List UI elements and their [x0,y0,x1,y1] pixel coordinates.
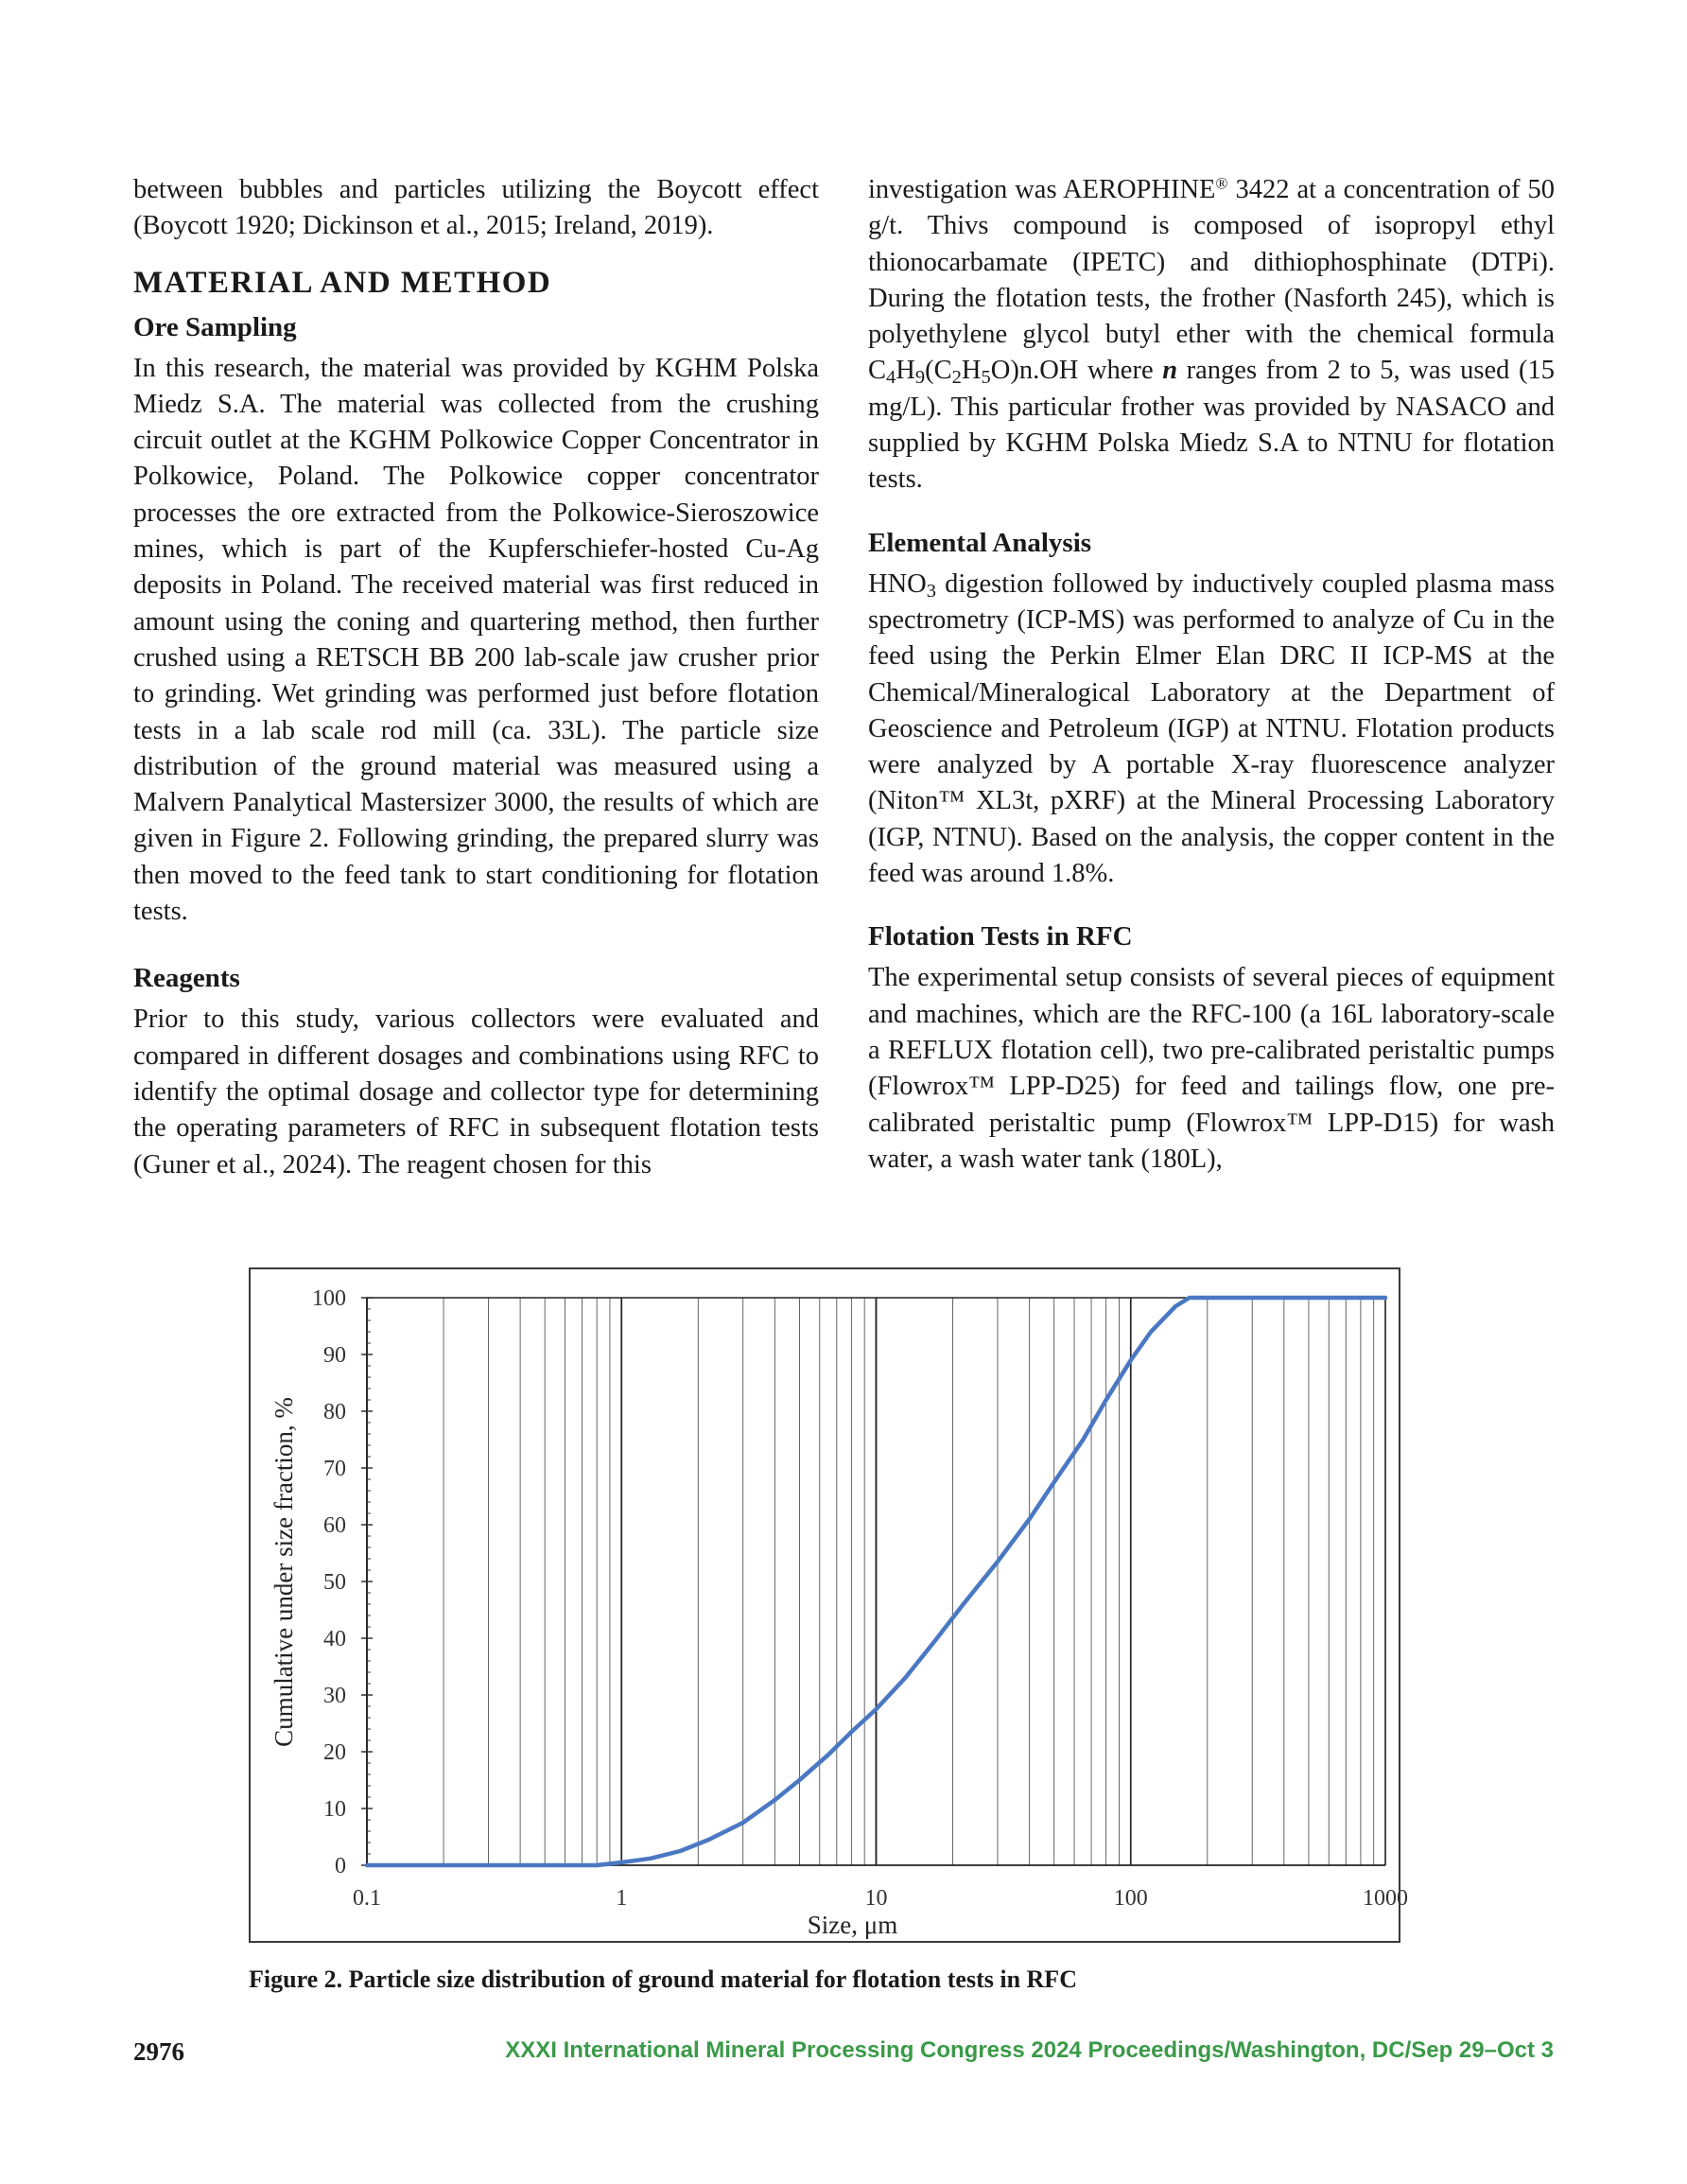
conference-footer: XXXI International Mineral Processing Congress 2024 Proceedings/Washington, DC/Sep 29–Oct 3 [505,2037,1554,2063]
y-tick-label: 50 [323,1570,346,1595]
subheading-reagents: Reagents [133,963,240,994]
y-tick-label: 40 [323,1627,346,1651]
right-column [868,172,1555,1178]
paragraph-reagents: Prior to this study, various collectors were evaluated and compared in different dosages and combinations using RFC to identify the optimal dosage and collector type for determining the operating parameters of RFC in subsequent flotation tests (Guner et al., 2024). The reagent chosen for this [133,1005,819,1179]
paragraph-continuation: between bubbles and particles utilizing the Boycott effect (Boycott 1920; Dickinson et al., 2015; Ireland, 2019). [133,175,819,241]
y-tick-label: 10 [323,1797,346,1822]
section-title: MATERIAL AND METHOD [133,265,552,300]
y-tick-label: 0 [335,1854,346,1878]
x-tick-label: 100 [1113,1886,1148,1911]
y-axis-label: Cumulative under size fraction, % [270,1397,298,1747]
y-tick-label: 70 [323,1457,346,1481]
x-tick-label: 1000 [1363,1886,1408,1911]
particle-size-chart [251,1269,1408,1941]
y-tick-label: 60 [323,1513,346,1538]
x-axis-label: Size, μm [807,1911,898,1939]
x-tick-label: 10 [864,1886,888,1911]
y-tick-label: 90 [323,1343,346,1368]
subheading-elemental-analysis: Elemental Analysis [868,527,1092,558]
figure-caption: Figure 2. Particle size distribution of ground material for flotation tests in RFC [249,1966,1077,1993]
y-tick-label: 100 [312,1286,346,1311]
x-tick-label: 1 [616,1886,628,1911]
paragraph-reagent-details: investigation was AEROPHINE® 3422 at a concentration of 50 g/t. Thivs compound is composed of isopropyl ethyl thionocarbamate (IPETC) and dithiophosphinate (DTPi). During the flotation tests, the frother (Nasforth 245), which is polyethylene glycol butyl ether with the chemical formula $C_4H_9(C_2H_5O)n.OH$ where n ranges from 2 to 5, was used (15 mg/L). This particular frother was provided by NASACO and supplied by KGHM Polska Miedz S.A to NTNU for flotation tests. [868,174,1555,495]
left-column [133,172,819,1183]
subheading-ore-sampling: Ore Sampling [133,311,297,342]
paragraph-elemental-analysis: $HNO_3$ digestion followed by inductively coupled plasma mass spectrometry (ICP-MS) was performed to analyze of Cu in the feed using the Perkin Elmer Elan DRC II ICP-MS at the Chemical/Mineralogical Laboratory at the Department of Geoscience and Petroleum (IGP) at NTNU. Flotation products were analyzed by A portable X-ray fluorescence analyzer (Niton™ XL3t, pXRF) at the Mineral Processing Laboratory (IGP, NTNU). Based on the analysis, the copper content in the feed was around 1.8%. [868,568,1555,889]
y-tick-label: 80 [323,1400,346,1424]
page-number: 2976 [133,2037,184,2066]
paragraph-ore-sampling: In this research, the material was provided by KGHM Polska Miedz S.A. The material was collected from the crushing circuit outlet at the KGHM Polkowice Copper Concentrator in Polkowice, Poland. The Polkowice copper concentrator processes the ore extracted from the Polkowice-Sieroszowice mines, which is part of the Kupferschiefer-hosted Cu-Ag deposits in Poland. The received material was first reduced in amount using the coning and quartering method, then further crushed using a RETSCH BB 200 lab-scale jaw crusher prior to grinding. Wet grinding was performed just before flotation tests in a lab scale rod mill (ca. 33L). The particle size distribution of the ground material was measured using a Malvern Panalytical Mastersizer 3000, the results of which are given in Figure 2. Following grinding, the prepared slurry was then moved to the feed tank to start conditioning for flotation tests. [133,353,819,927]
figure-2-chart [249,1267,1408,1943]
y-tick-label: 30 [323,1684,346,1708]
x-tick-label: 0.1 [353,1886,381,1911]
y-tick-label: 20 [323,1740,346,1765]
subheading-flotation-tests: Flotation Tests in RFC [868,921,1133,952]
paragraph-flotation-tests: The experimental setup consists of several pieces of equipment and machines, which are the RFC-100 (a 16L laboratory-scale a REFLUX flotation cell), two pre-calibrated peristaltic pumps (Flowrox™ LPP-D25) for feed and tailings flow, one pre-calibrated peristaltic pump (Flowrox™ LPP-D15) for wash water, a wash water tank (180L), [868,963,1555,1174]
